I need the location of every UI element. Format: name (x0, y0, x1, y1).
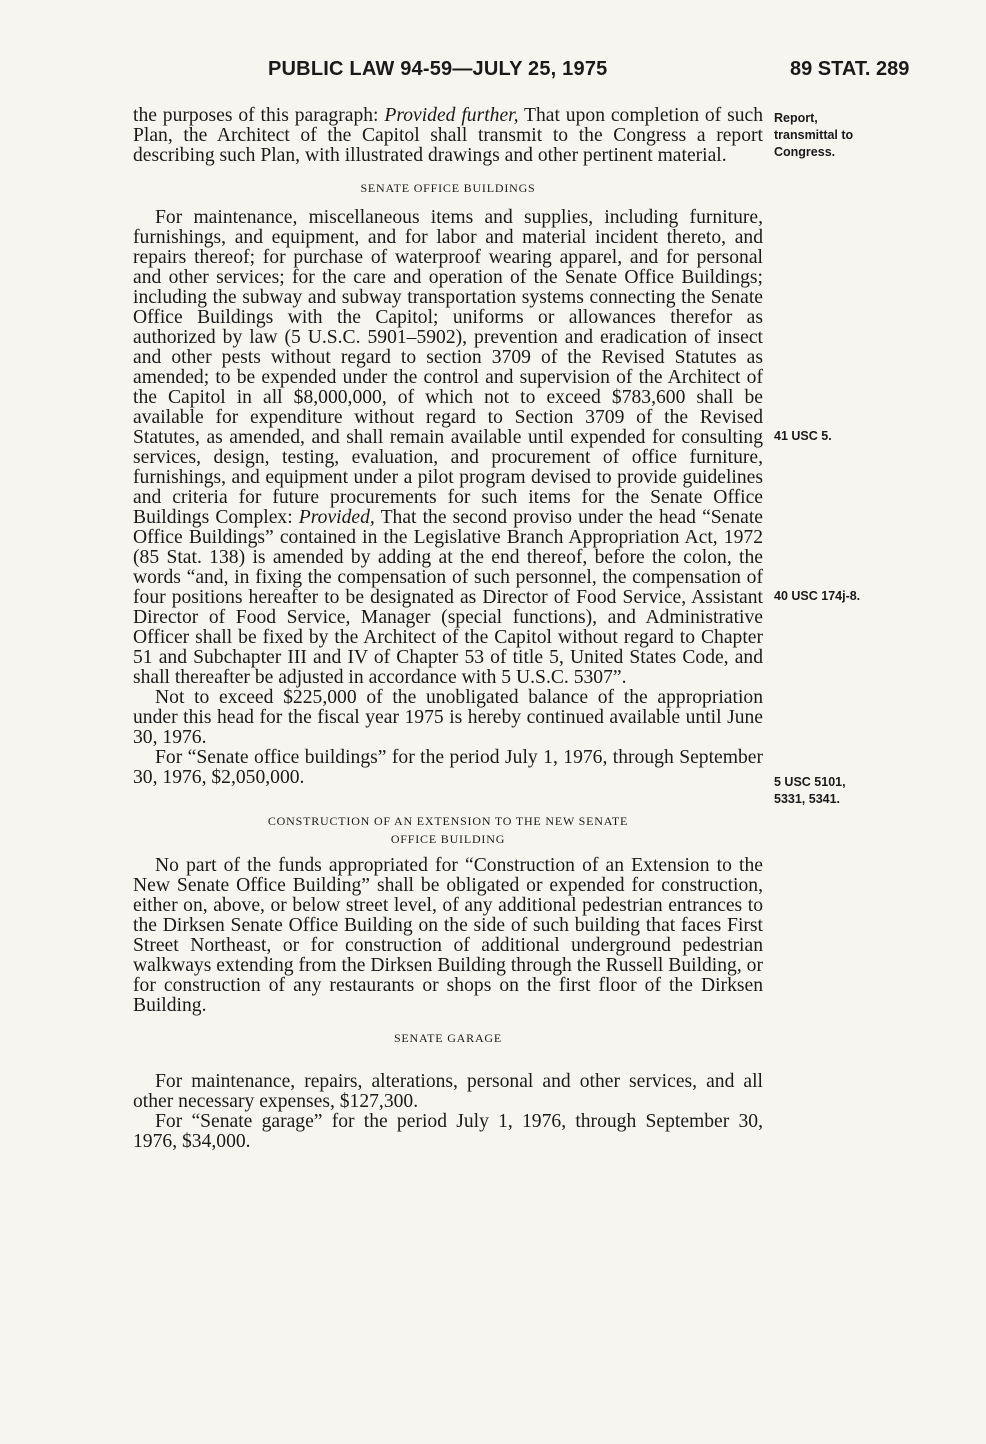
paragraph-construction-restriction: No part of the funds appropriated for “Construction of an Extension to the New Senate Office Building” shall be obligated or expended for construction, either on, above, or below street level, of any additional pedestrian entrances to the Dirksen Senate Office Building on the side of such building that faces First Street Northeast, or for construction of additional underground pedestrian walkways extending from the Dirksen Building through the Russell Building, or for construction of any restaurants or shops on the first floor of the Dirksen Building. (133, 855, 763, 1016)
proviso-italic: Provided, (298, 507, 375, 528)
section-heading-construction-extension (133, 812, 763, 848)
text-run: For maintenance, miscellaneous items and supplies, including furniture, furnishings, and equipment, and for labor and material incident thereto, and repairs thereof; for purchase of waterproof wearing apparel, and for personal and other services; for the care and operation of the Senate Office Buildings; including the subway and subway transportation systems connecting the Senate Office Buildings with the Capitol; uniforms or allowances therefor as authorized by law (5 U.S.C. 5901–5902), prevention and eradication of insect and other pests without regard to section 3709 of the Revised Statutes as amended; to be expended under the control and supervision of the Architect of the Capitol in all $8,000,000, of which not to exceed $783,600 shall be available for expenditure without regard to Section 3709 of the Revised Statutes, as amended, and shall remain available until expended for consulting services, design, testing, evaluation, and procurement of office furniture, furnishings, and equipment under a pilot program devised to provide guidelines and criteria for future procurements for such items for the Senate Office Buildings Complex: (133, 207, 763, 528)
text-run: the purposes of this paragraph: (133, 105, 385, 126)
paragraph-unobligated-balance: Not to exceed $225,000 of the unobligated balance of the appropriation under this head for the fiscal year 1975 is hereby continued available until June 30, 1976. (133, 687, 763, 748)
paragraph-senate-office-buildings (133, 208, 763, 688)
document-body (133, 106, 763, 1152)
paragraph-garage-maintenance: For maintenance, repairs, alterations, personal and other services, and all other necessary expenses, $127,300. (133, 1071, 763, 1112)
heading-line: CONSTRUCTION OF AN EXTENSION TO THE NEW SENATE (267, 814, 629, 828)
text-run: That upon completion of such Plan, the Architect of the Capitol shall transmit to the Congress a report describing such Plan, with illustrated drawings and other pertinent material. (133, 105, 763, 166)
paragraph-garage-transition: For “Senate garage” for the period July 1, 1976, through September 30, 1976, $34,000. (133, 1111, 763, 1152)
margin-note-40-usc: 40 USC 174j-8. (774, 589, 861, 603)
margin-note-line: Report, (774, 111, 818, 125)
running-head-law: PUBLIC LAW 94-59—JULY 25, 1975 (268, 58, 608, 80)
page-number-stat: 89 STAT. 289 (790, 58, 910, 80)
margin-note-line: 5331, 5341. (774, 792, 841, 806)
text-run: That the second proviso under the head “Senate Office Buildings” contained in the Legislative Branch Appropriation Act, 1972 (85 Stat. 138) is amended by adding at the end thereof, before the colon, the words “and, in fixing the compensation of such personnel, the compensation of four positions hereafter to be designated as Director of Food Service, Assistant Director of Food Service, Manager (special functions), and Administrative Officer shall be fixed by the Architect of the Capitol without regard to Chapter 51 and Subchapter III and IV of Chapter 53 of title 5, United States Code, and shall thereafter be adjusted in accordance with 5 U.S.C. 5307”. (133, 507, 764, 688)
margin-note-line: 5 USC 5101, (774, 775, 846, 789)
heading-line: OFFICE BUILDING (390, 832, 506, 846)
section-heading-senate-office-buildings: SENATE OFFICE BUILDINGS (360, 181, 536, 195)
proviso-italic: Provided further, (384, 105, 519, 126)
margin-note-report (774, 110, 853, 161)
section-heading-senate-garage: SENATE GARAGE (393, 1031, 503, 1045)
margin-note-41-usc: 41 USC 5. (774, 429, 832, 443)
margin-note-line: transmittal to (774, 128, 854, 142)
paragraph-transition-period: For “Senate office buildings” for the period July 1, 1976, through September 30, 1976, $2,050,000. (133, 747, 763, 788)
page-header (0, 58, 986, 88)
margin-note-line: Congress. (774, 145, 836, 159)
paragraph-report (133, 106, 763, 166)
margin-note-5-usc (774, 774, 846, 808)
